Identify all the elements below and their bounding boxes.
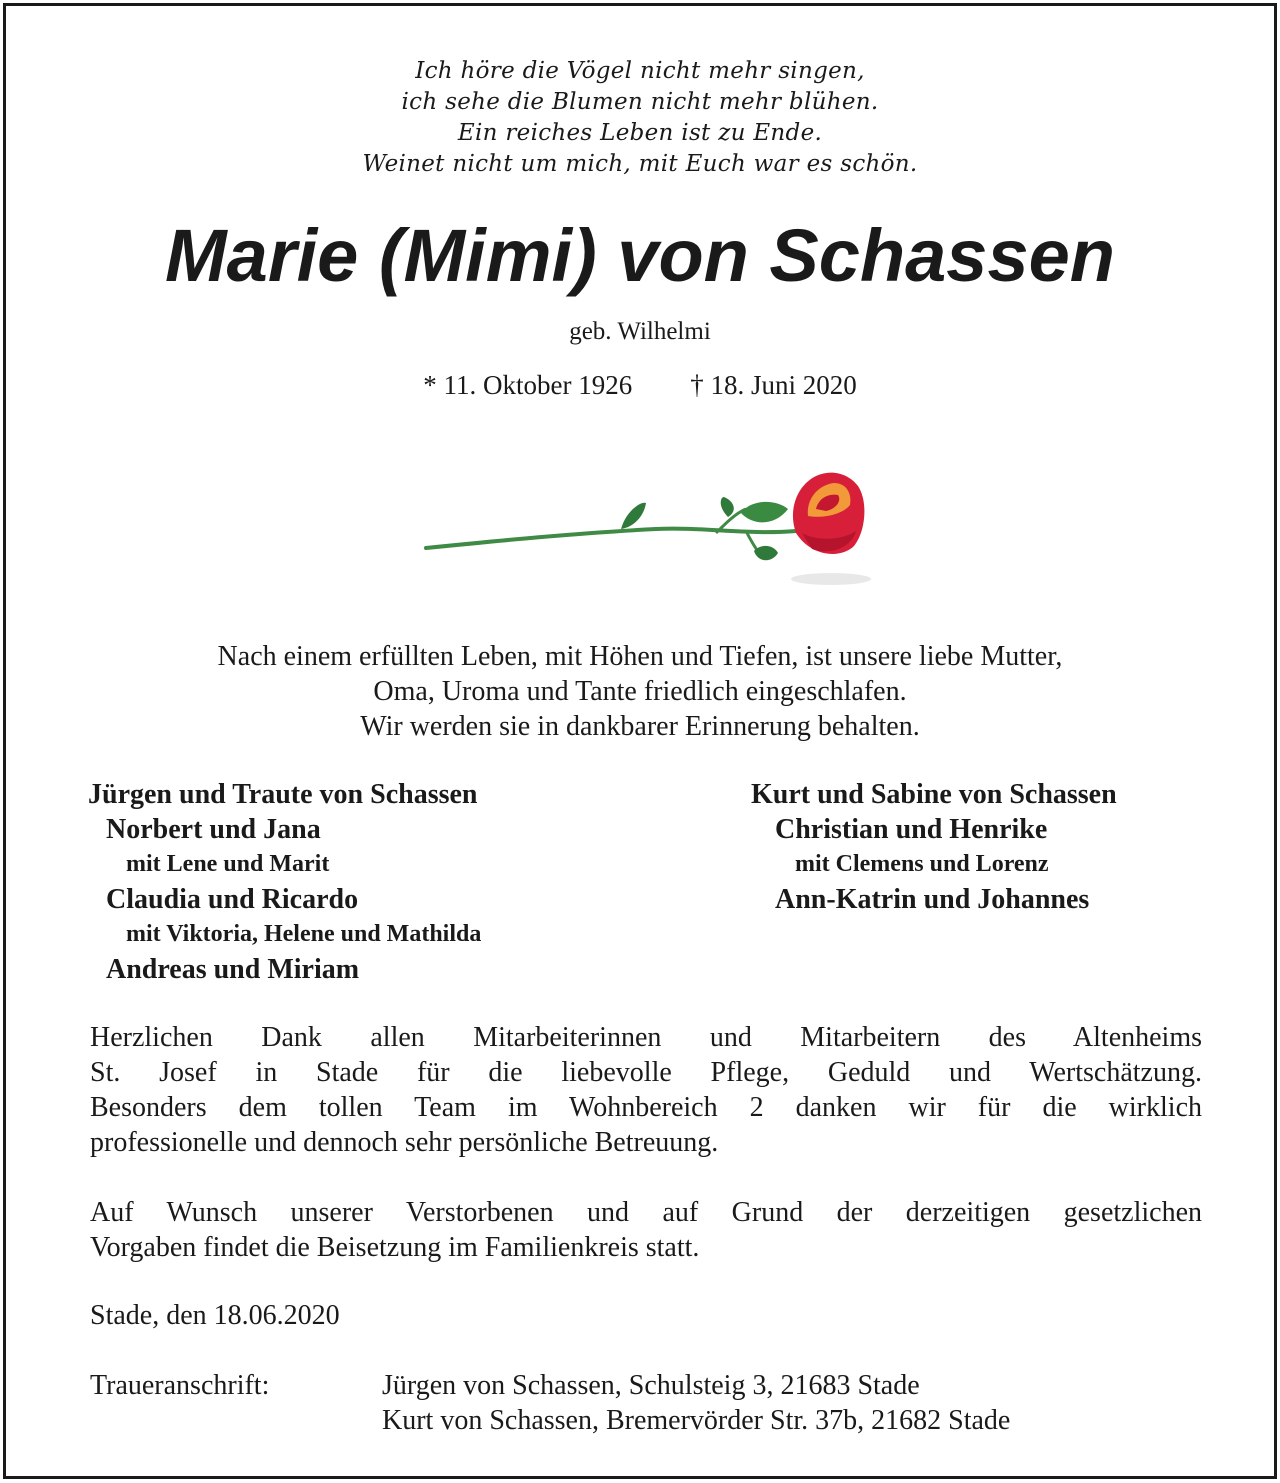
- intro-line: Oma, Uroma und Tante friedlich eingeschlafen.: [373, 676, 907, 707]
- birth-date: * 11. Oktober 1926: [423, 370, 633, 400]
- obituary-notice: [3, 3, 1277, 1479]
- thanks-line: Besonders dem tollen Team im Wohnbereich 2 danken wir für die wirklich: [90, 1092, 1202, 1123]
- poem-line: Ich höre die Vögel nicht mehr singen,: [415, 58, 865, 84]
- poem-line: ich sehe die Blumen nicht mehr blühen.: [401, 89, 879, 115]
- thanks-paragraph: [90, 1020, 1202, 1160]
- deceased-name: Marie (Mimi) von Schassen: [165, 214, 1115, 297]
- funeral-note: [90, 1195, 1202, 1265]
- family-right: [751, 777, 1117, 917]
- address-label: Traueranschrift:: [90, 1370, 270, 1401]
- family-member: Ann-Katrin und Johannes: [775, 884, 1090, 915]
- family-member: mit Viktoria, Helene und Mathilda: [126, 921, 482, 947]
- family-member: Claudia und Ricardo: [106, 884, 359, 915]
- life-dates: [6, 368, 1274, 402]
- mourning-address: [382, 1368, 1010, 1438]
- thanks-line: professionelle und dennoch sehr persönliche Betreuung.: [90, 1127, 719, 1158]
- address-line: Jürgen von Schassen, Schulsteig 3, 21683 Stade: [382, 1370, 920, 1401]
- funeral-line: Auf Wunsch unserer Verstorbenen und auf Grund der derzeitigen gesetzlichen: [90, 1197, 1202, 1228]
- poem-line: Ein reiches Leben ist zu Ende.: [457, 120, 823, 146]
- family-member: Kurt und Sabine von Schassen: [751, 779, 1117, 810]
- family-left: [88, 777, 481, 987]
- thanks-line: Herzlichen Dank allen Mitarbeiterinnen und Mitarbeitern des Altenheims: [90, 1022, 1202, 1053]
- family-member: Jürgen und Traute von Schassen: [88, 779, 478, 810]
- place-date: Stade, den 18.06.2020: [90, 1300, 340, 1331]
- poem-line: Weinet nicht um mich, mit Euch war es schön.: [362, 151, 918, 177]
- rose-icon: [416, 461, 886, 601]
- birth-name: geb. Wilhelmi: [569, 318, 711, 345]
- intro-line: Nach einem erfüllten Leben, mit Höhen und Tiefen, ist unsere liebe Mutter,: [217, 641, 1063, 672]
- intro-text: [6, 639, 1274, 744]
- family-member: Norbert und Jana: [106, 814, 321, 845]
- death-date: † 18. Juni 2020: [690, 370, 857, 400]
- address-line: Kurt von Schassen, Bremervörder Str. 37b, 21682 Stade: [382, 1405, 1011, 1436]
- family-member: Christian und Henrike: [775, 814, 1048, 845]
- family-member: mit Clemens und Lorenz: [795, 851, 1049, 877]
- intro-line: Wir werden sie in dankbarer Erinnerung behalten.: [360, 711, 920, 742]
- funeral-line: Vorgaben findet die Beisetzung im Familienkreis statt.: [90, 1232, 700, 1263]
- thanks-line: St. Josef in Stade für die liebevolle Pflege, Geduld und Wertschätzung.: [90, 1057, 1202, 1088]
- poem: [6, 56, 1274, 180]
- family-member: Andreas und Miriam: [106, 954, 360, 985]
- family-member: mit Lene und Marit: [126, 851, 330, 877]
